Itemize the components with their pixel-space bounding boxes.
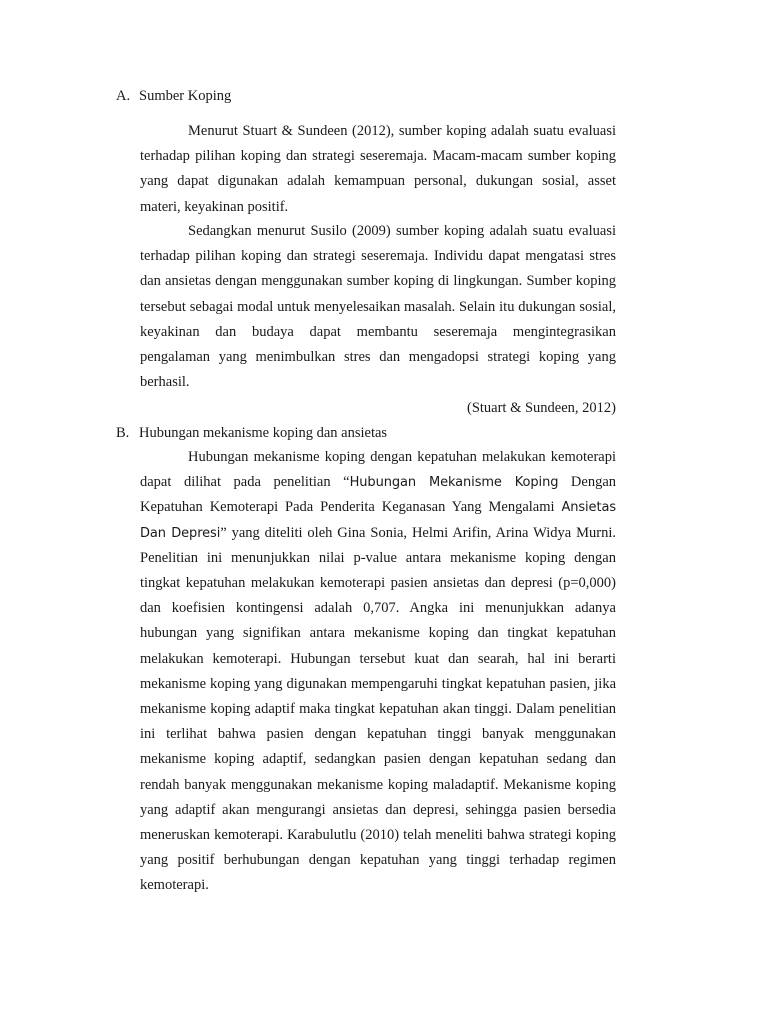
citation: (Stuart & Sundeen, 2012) [466,400,616,416]
section-a-title: Sumber Koping [139,88,232,104]
research-title-part-2: Dengan Kepatuhan Kemoterapi Pada Penderita Keganasan Yang Mengalami [140,474,617,516]
section-b-letter: B. [116,425,130,441]
section-b-heading [116,423,387,443]
paragraph-intro: Hubungan mekanisme koping dengan kepatuhan melakukan kemoterapi dapat dilihat pada penelitian “ [140,449,616,491]
paragraph-researchers: ” yang diteliti oleh Gina Sonia, Helmi Arifin, Arina Widya Murni. [220,524,616,541]
paragraph-body: Penelitian ini menunjukkan nilai p-value antara mekanisme koping dengan tingkat kepatuhan melakukan kemoterapi pasien ansietas dan depresi (p=0,000) dan koefisien kontingensi adalah 0,707. Angka ini menunjukkan adanya hubungan yang signifikan antara mekanisme koping dan tingkat kepatuhan melakukan kemoterapi. Hubungan tersebut kuat dan searah, hal ini berarti mekanisme koping yang digunakan mempengaruhi tingkat kepatuhan pasien, jika mekanisme koping adaptif maka tingkat kepatuhan akan tinggi. Dalam penelitian ini terlihat bahwa pasien dengan kepatuhan tinggi banyak menggunakan mekanisme koping adaptif, sedangkan pasien dengan kepatuhan sedang dan rendah banyak menggunakan mekanisme koping maladaptif. Mekanisme koping yang adaptif akan mengurangi ansietas dan depresi, sehingga pasien bersedia meneruskan kemoterapi. Karabulutlu (2010) telah meneliti bahwa strategi koping yang positif berhubungan dengan kepatuhan yang tinggi terhadap regimen kemoterapi. [140,549,616,894]
section-a-heading [116,86,231,106]
section-b-paragraph [140,445,616,899]
section-b-title: Hubungan mekanisme koping dan ansietas [139,425,388,441]
section-a-paragraph-1: Menurut Stuart & Sundeen (2012), sumber koping adalah suatu evaluasi terhadap pilihan koping dan strategi seseremaja. Macam-macam sumber koping yang dapat digunakan adalah kemampuan personal, dukungan sosial, asset materi, keyakinan positif. [140,123,616,215]
section-a-letter: A. [116,88,131,104]
research-title-part-3: Ansietas Dan Depresi [140,500,616,541]
section-a-paragraph-2: Sedangkan menurut Susilo (2009) sumber koping adalah suatu evaluasi terhadap pilihan koping dan strategi seseremaja. Individu dapat mengatasi stres dan ansietas dengan menggunakan sumber koping di lingkungan. Sumber koping tersebut sebagai modal untuk menyelesaikan masalah. Selain itu dukungan sosial, keyakinan dan budaya dapat membantu seseremaja mengintegrasikan pengalaman yang menimbulkan stres dan mengadopsi strategi koping yang berhasil. [140,223,616,391]
research-title-part-1: Hubungan Mekanisme Koping [349,475,559,491]
